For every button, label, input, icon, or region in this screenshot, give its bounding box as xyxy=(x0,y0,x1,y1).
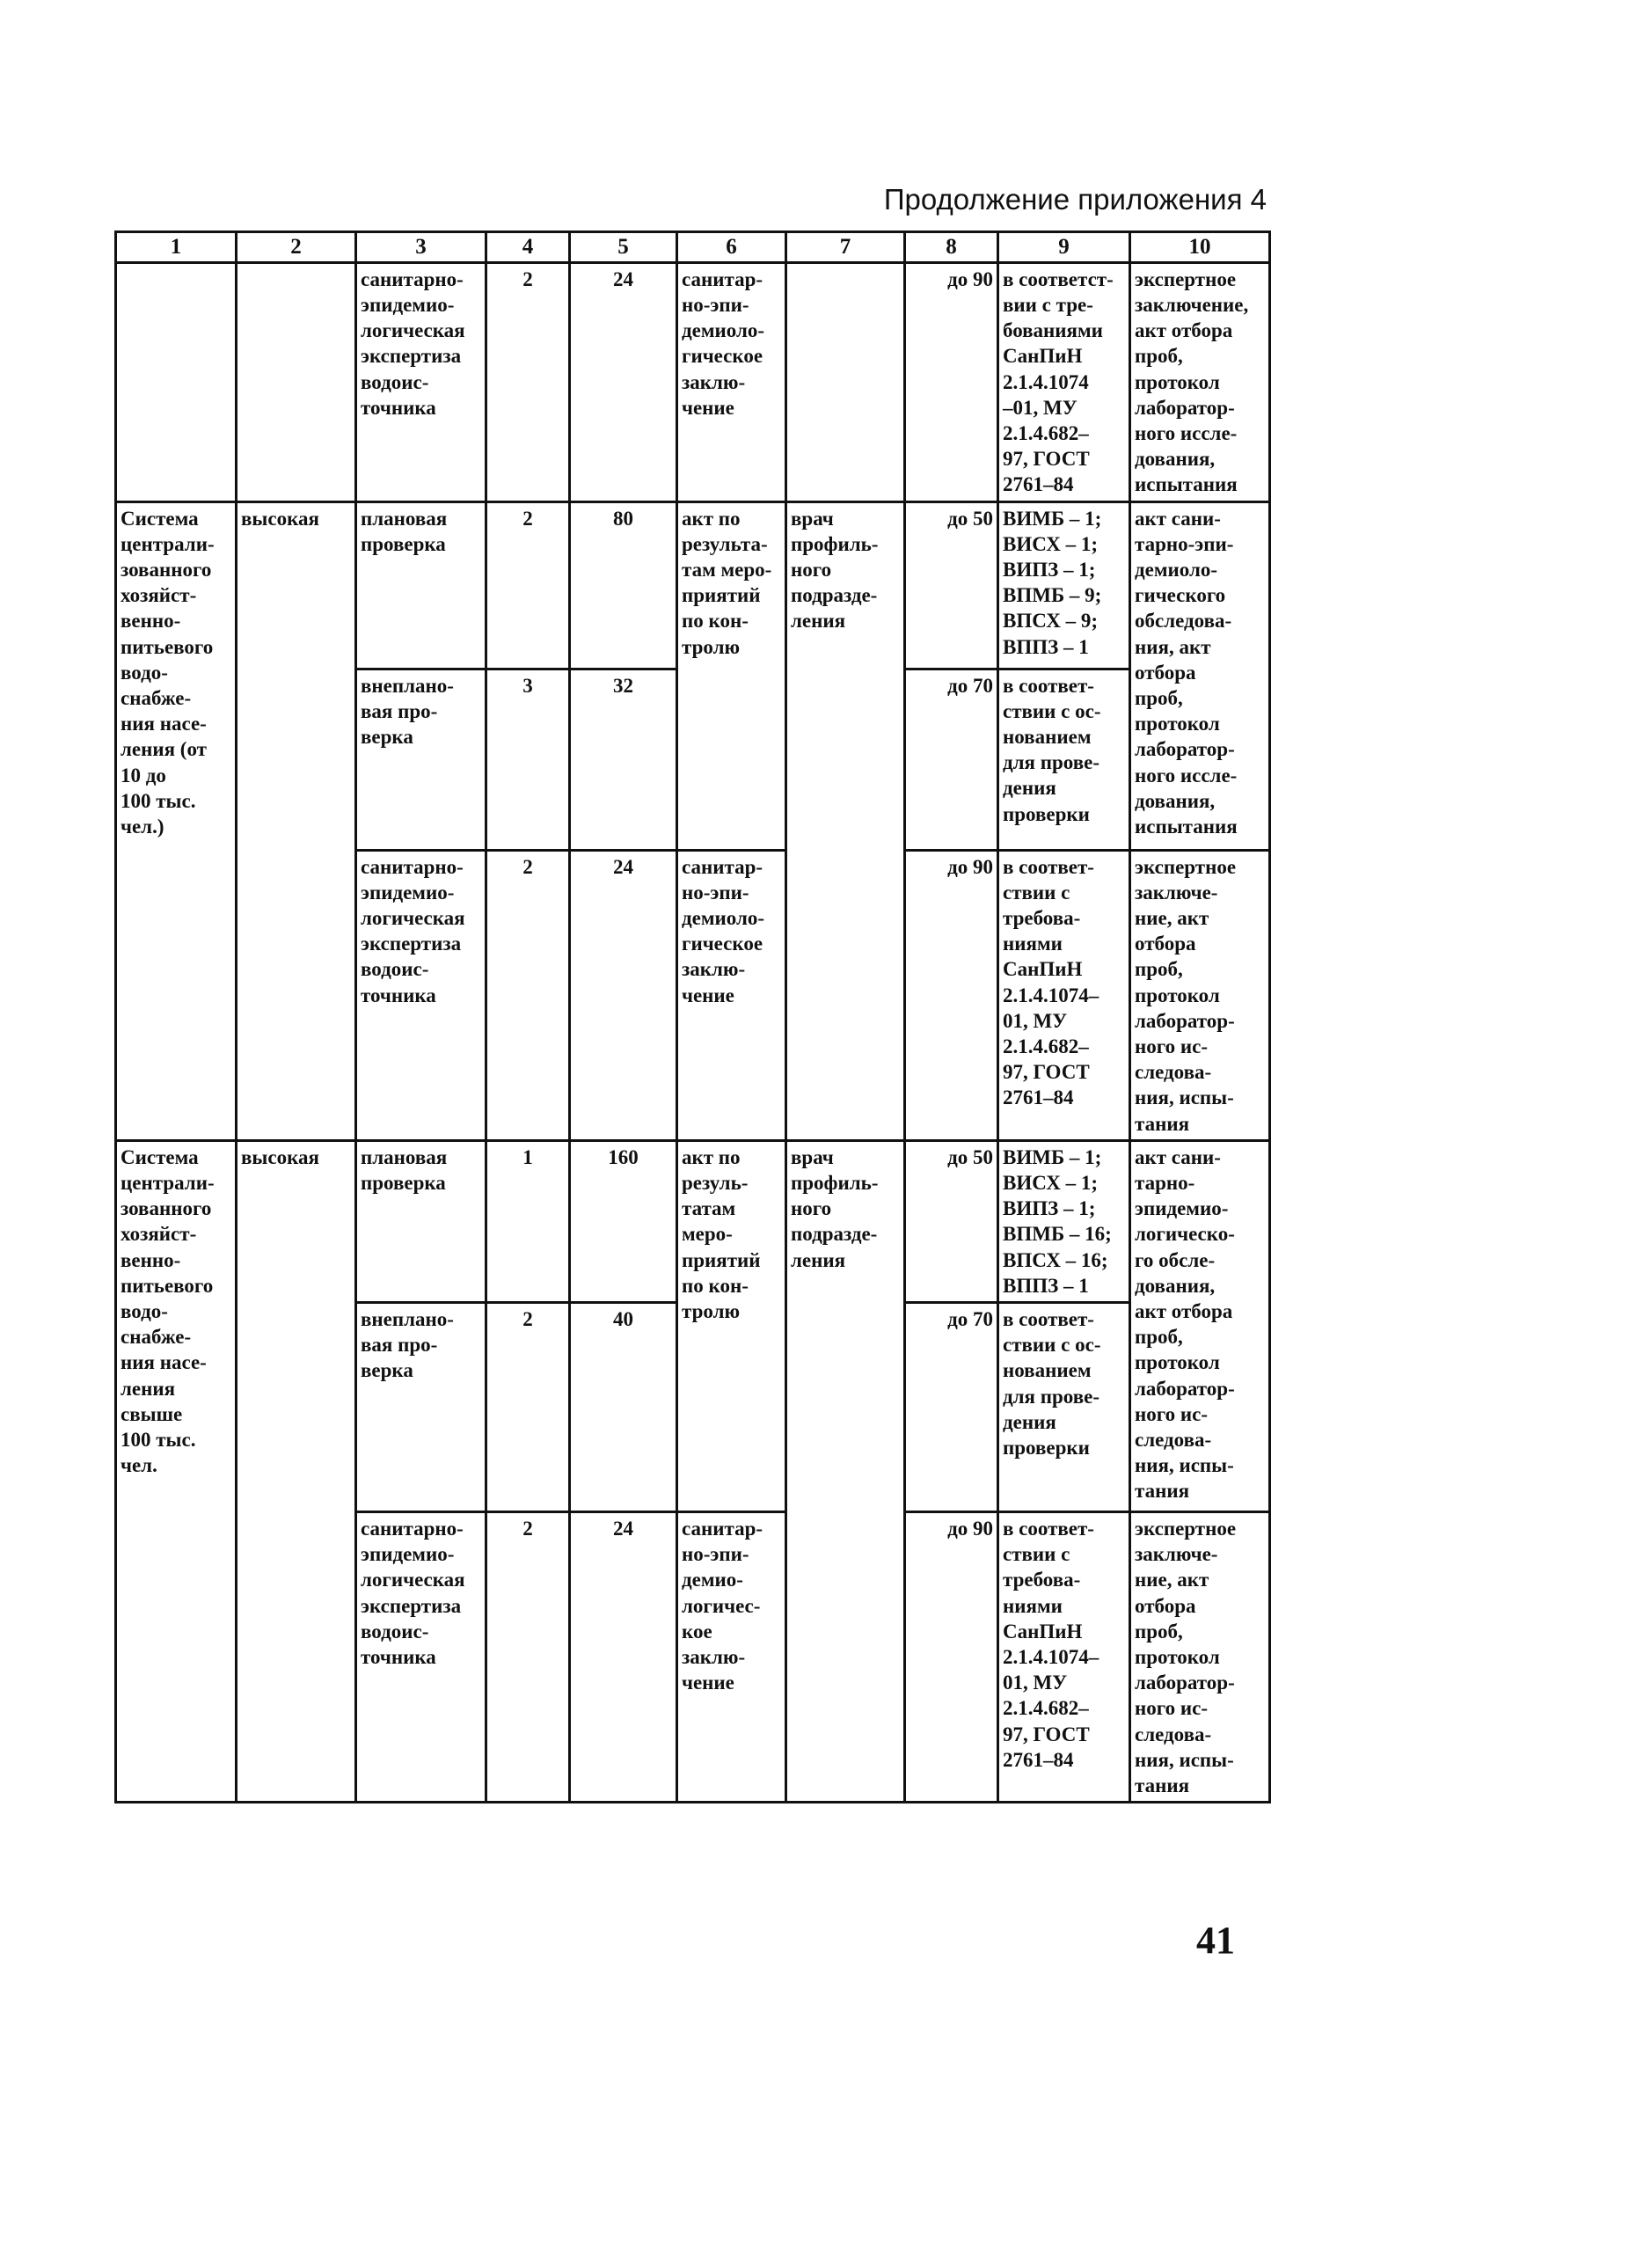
result-document-cell: акт по результа- там меро- приятий по кон- тролю xyxy=(677,501,786,850)
event-type-cell: внеплано- вая про- верка xyxy=(356,1303,486,1512)
frequency-cell: 2 xyxy=(486,501,570,669)
column-number: 9 xyxy=(998,232,1130,263)
documents-cell: экспертное заключе- ние, акт отбора проб, протокол лаборатор- ного ис- следова- ния, испы- тания xyxy=(1130,850,1270,1140)
percent-cell: до 90 xyxy=(905,262,998,501)
risk-category-cell: высокая xyxy=(237,1140,356,1802)
percent-cell: до 50 xyxy=(905,501,998,669)
percent-cell: до 70 xyxy=(905,669,998,850)
result-document-cell: санитар- но-эпи- демиоло- гическое заклю- чение xyxy=(677,262,786,501)
documents-cell: акт сани- тарно-эпи- демиоло- гического обследова- ния, акт отбора проб, протокол лаборатор- ного иссле- дования, испытания xyxy=(1130,501,1270,850)
percent-cell: до 50 xyxy=(905,1140,998,1302)
column-number: 8 xyxy=(905,232,998,263)
specialist-cell xyxy=(786,262,905,501)
event-type-cell: санитарно- эпидемио- логическая экспертиза водоис- точника xyxy=(356,1512,486,1803)
percent-cell: до 70 xyxy=(905,1303,998,1512)
event-type-cell: санитарно- эпидемио- логическая экспертиза водоис- точника xyxy=(356,850,486,1140)
result-document-cell: санитар- но-эпи- демиоло- гическое заклю- чение xyxy=(677,850,786,1140)
percent-cell: до 90 xyxy=(905,1512,998,1803)
column-number: 2 xyxy=(237,232,356,263)
duration-cell: 160 xyxy=(570,1140,677,1302)
table-row xyxy=(116,501,1270,669)
event-type-cell: внеплано- вая про- верка xyxy=(356,669,486,850)
basis-cell: ВИМБ – 1; ВИСХ – 1; ВИПЗ – 1; ВПМБ – 16; ВПСХ – 16; ВППЗ – 1 xyxy=(998,1140,1130,1302)
column-number: 1 xyxy=(116,232,237,263)
duration-cell: 24 xyxy=(570,1512,677,1803)
column-number: 5 xyxy=(570,232,677,263)
duration-cell: 24 xyxy=(570,850,677,1140)
continuation-heading: Продолжение приложения 4 xyxy=(883,183,1267,216)
frequency-cell: 2 xyxy=(486,262,570,501)
table-row xyxy=(116,262,1270,501)
documents-cell: акт сани- тарно- эпидемио- логическо- го обсле- дования, акт отбора проб, протокол лаборатор- ного ис- следова- ния, испы- тания xyxy=(1130,1140,1270,1511)
percent-cell: до 90 xyxy=(905,850,998,1140)
specialist-cell: врач профиль- ного подразде- ления xyxy=(786,1140,905,1802)
specialist-cell: врач профиль- ного подразде- ления xyxy=(786,501,905,1140)
documents-cell: экспертное заключе- ние, акт отбора проб, протокол лаборатор- ного ис- следова- ния, испы- тания xyxy=(1130,1512,1270,1803)
frequency-cell: 2 xyxy=(486,1303,570,1512)
duration-cell: 40 xyxy=(570,1303,677,1512)
column-number: 4 xyxy=(486,232,570,263)
basis-cell: в соответст- вии с тре- бованиями СанПиН 2.1.4.1074 –01, МУ 2.1.4.682– 97, ГОСТ 2761–84 xyxy=(998,262,1130,501)
basis-cell: в соответ- ствии с ос- нованием для прове- дения проверки xyxy=(998,669,1130,850)
column-number: 6 xyxy=(677,232,786,263)
duration-cell: 32 xyxy=(570,669,677,850)
event-type-cell: санитарно- эпидемио- логическая экспертиза водоис- точника xyxy=(356,262,486,501)
frequency-cell: 2 xyxy=(486,850,570,1140)
risk-category-cell: высокая xyxy=(237,501,356,1140)
frequency-cell: 2 xyxy=(486,1512,570,1803)
frequency-cell: 1 xyxy=(486,1140,570,1302)
risk-category-cell xyxy=(237,262,356,501)
column-number: 10 xyxy=(1130,232,1270,263)
inspection-table xyxy=(114,230,1271,1803)
basis-cell: в соответ- ствии с ос- нованием для прове- дения проверки xyxy=(998,1303,1130,1512)
header-row xyxy=(116,232,1270,263)
result-document-cell: акт по резуль- татам меро- приятий по кон- тролю xyxy=(677,1140,786,1511)
table-row xyxy=(116,1140,1270,1302)
object-cell: Система централи- зованного хозяйст- венно- питьевого водо- снабже- ния насе- ления свыше 100 тыс. чел. xyxy=(116,1140,237,1802)
page-number: 41 xyxy=(1196,1919,1235,1962)
column-number: 7 xyxy=(786,232,905,263)
duration-cell: 24 xyxy=(570,262,677,501)
column-number: 3 xyxy=(356,232,486,263)
basis-cell: в соответ- ствии с требова- ниями СанПиН 2.1.4.1074– 01, МУ 2.1.4.682– 97, ГОСТ 2761–84 xyxy=(998,850,1130,1140)
duration-cell: 80 xyxy=(570,501,677,669)
frequency-cell: 3 xyxy=(486,669,570,850)
object-cell: Система централи- зованного хозяйст- венно- питьевого водо- снабже- ния насе- ления (от 10 до 100 тыс. чел.) xyxy=(116,501,237,1140)
documents-cell: экспертное заключение, акт отбора проб, протокол лаборатор- ного иссле- дования, испытания xyxy=(1130,262,1270,501)
event-type-cell: плановая проверка xyxy=(356,1140,486,1302)
basis-cell: в соответ- ствии с требова- ниями СанПиН 2.1.4.1074– 01, МУ 2.1.4.682– 97, ГОСТ 2761–84 xyxy=(998,1512,1130,1803)
basis-cell: ВИМБ – 1; ВИСХ – 1; ВИПЗ – 1; ВПМБ – 9; ВПСХ – 9; ВППЗ – 1 xyxy=(998,501,1130,669)
result-document-cell: санитар- но-эпи- демио- логичес- кое заклю- чение xyxy=(677,1512,786,1803)
object-cell xyxy=(116,262,237,501)
event-type-cell: плановая проверка xyxy=(356,501,486,669)
